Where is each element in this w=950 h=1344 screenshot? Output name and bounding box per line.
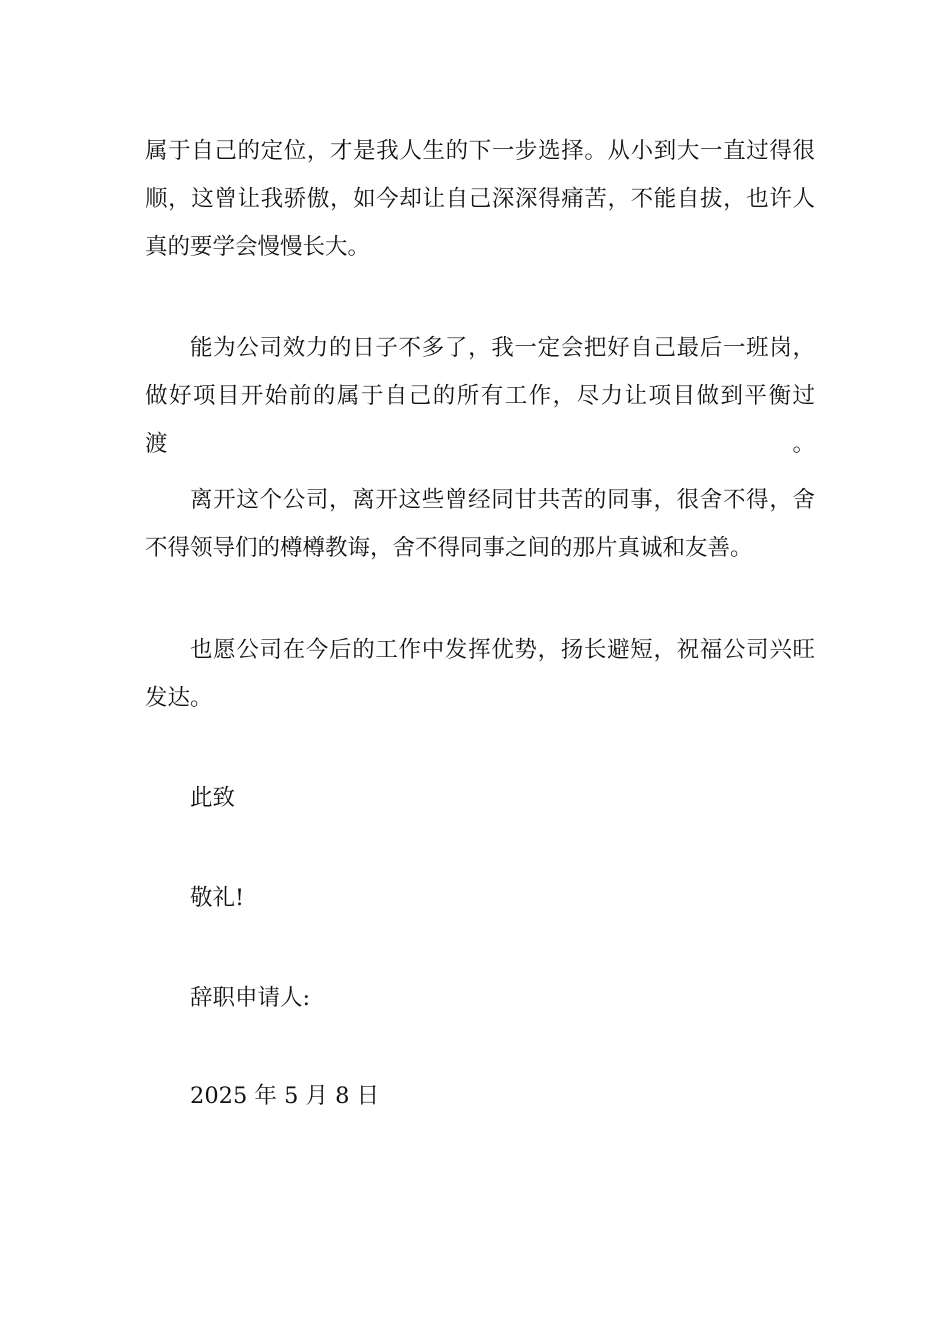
paragraph-line: 也愿公司在今后的工作中发挥优势，扬长避短，祝福公司兴旺 xyxy=(190,637,815,663)
paragraph-line: 真的要学会慢慢长大。 xyxy=(145,234,371,260)
closing-line xyxy=(145,774,815,822)
date-text: 2025 年 5 月 8 日 xyxy=(190,1083,380,1109)
paragraph-line: 能为公司效力的日子不多了，我一定会把好自己最后一班岗， xyxy=(190,335,815,361)
paragraph-line: 发达。 xyxy=(145,685,213,711)
salutation-line xyxy=(145,874,815,922)
salutation-text: 敬礼! xyxy=(190,885,245,911)
paragraph-line: 不得领导们的樽樽教诲，舍不得同事之间的那片真诚和友善。 xyxy=(145,535,753,561)
paragraph-2 xyxy=(145,324,815,457)
paragraph-line: 做好项目开始前的属于自己的所有工作，尽力让项目做到平衡过渡。 xyxy=(145,383,815,457)
paragraph-4 xyxy=(145,626,815,722)
signature-label: 辞职申请人: xyxy=(190,985,311,1011)
paragraph-3 xyxy=(145,476,815,572)
signature-line xyxy=(145,974,815,1022)
date-line xyxy=(145,1072,815,1120)
paragraph-1 xyxy=(145,127,815,271)
closing-text: 此致 xyxy=(190,785,236,811)
paragraph-line: 离开这个公司，离开这些曾经同甘共苦的同事，很舍不得，舍 xyxy=(190,487,815,513)
paragraph-line: 属于自己的定位，才是我人生的下一步选择。从小到大一直过得很 xyxy=(145,138,815,164)
paragraph-line: 顺，这曾让我骄傲，如今却让自己深深得痛苦，不能自拔，也许人 xyxy=(145,186,815,212)
